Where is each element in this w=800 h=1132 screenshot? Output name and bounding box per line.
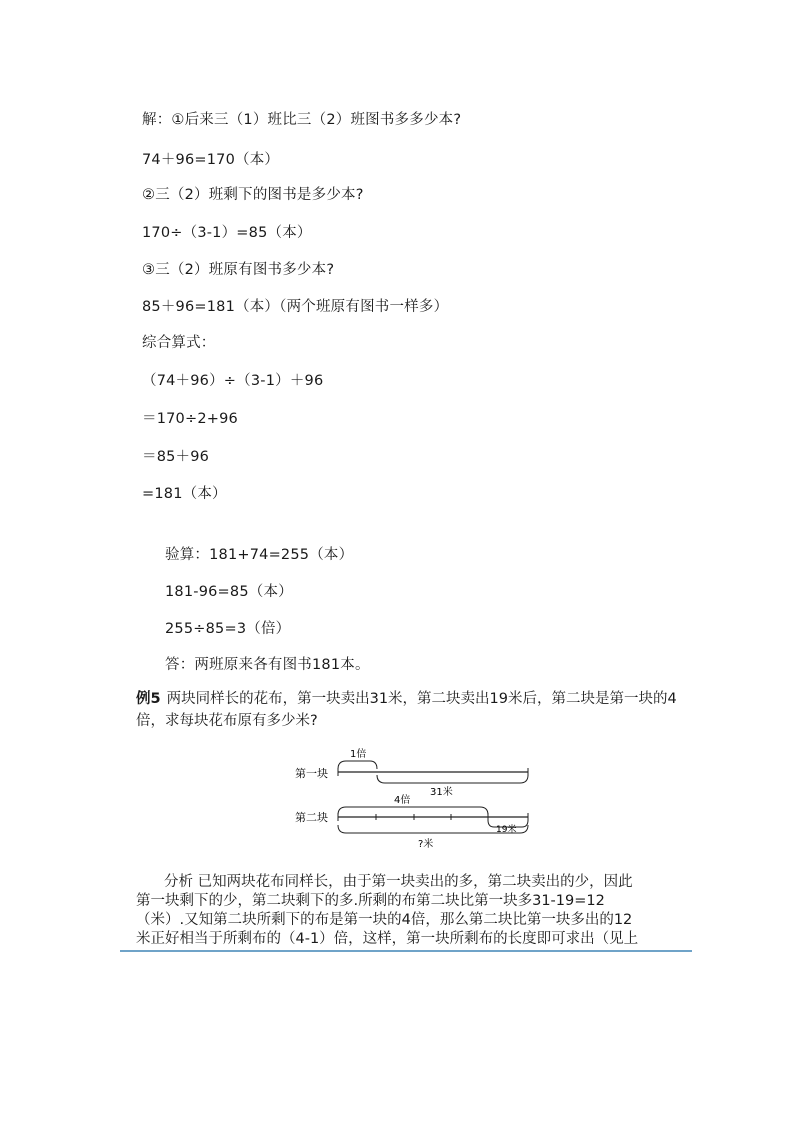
analysis-line3: （米）.又知第二块所剩下的布是第一块的4倍，那么第二块比第一块多出的12 (136, 912, 633, 928)
formula-result: =181（本） (142, 486, 227, 502)
solution-step2-equation: 170÷（3-1）=85（本） (142, 225, 312, 241)
row1-label: 第一块 (295, 767, 328, 780)
one-times-label: 1倍 (350, 749, 367, 760)
check-line1: 验算：181+74=255（本） (165, 547, 354, 563)
answer: 答：两班原来各有图书181本。 (165, 657, 370, 673)
four-times-brace (338, 807, 488, 815)
analysis-line1: 分析 已知两块花布同样长，由于第一块卖出的多，第二块卖出的少，因此 (164, 874, 633, 890)
check-line3: 255÷85=3（倍） (165, 621, 291, 637)
analysis-line2: 第一块剩下的少，第二块剩下的多.所剩的布第二块比第一块多31-19=12 (136, 893, 605, 909)
page-divider (120, 950, 692, 952)
solution-step3-question: ③三（2）班原有图书多少本? (142, 262, 335, 278)
analysis-paragraph (136, 873, 696, 949)
combined-formula-label: 综合算式： (142, 335, 216, 351)
sold-first-brace (377, 775, 528, 783)
example-5-problem (136, 688, 696, 732)
solution-step1-question: 解：①后来三（1）班比三（2）班图书多多少本? (142, 112, 462, 128)
sold-first-label: 31米 (430, 787, 453, 798)
solution-step2-question: ②三（2）班剩下的图书是多少本? (142, 187, 364, 203)
formula-step2: ＝85＋96 (142, 449, 210, 465)
one-times-brace (338, 761, 377, 769)
combined-formula: （74＋96）÷（3-1）＋96 (142, 373, 324, 389)
row2-label: 第二块 (295, 811, 328, 824)
sold-second-label: 19米 (496, 825, 517, 835)
solution-step1-equation: 74＋96=170（本） (142, 152, 280, 168)
example-text: 两块同样长的花布，第一块卖出31米，第二块卖出19米后，第二块是第一块的4倍，求每块花布原有多少米? (136, 691, 677, 729)
solution-step3-equation: 85＋96=181（本）（两个班原有图书一样多） (142, 299, 449, 315)
analysis-line4: 米正好相当于所剩布的（4-1）倍，这样，第一块所剩布的长度即可求出（见上 (136, 931, 639, 947)
formula-step1: ＝170÷2+96 (142, 411, 238, 427)
check-line2: 181-96=85（本） (165, 584, 293, 600)
line-segment-diagram (280, 745, 550, 855)
unknown-label: ?米 (418, 839, 434, 850)
example-label: 例5 (136, 691, 161, 707)
four-times-label: 4倍 (394, 795, 411, 806)
